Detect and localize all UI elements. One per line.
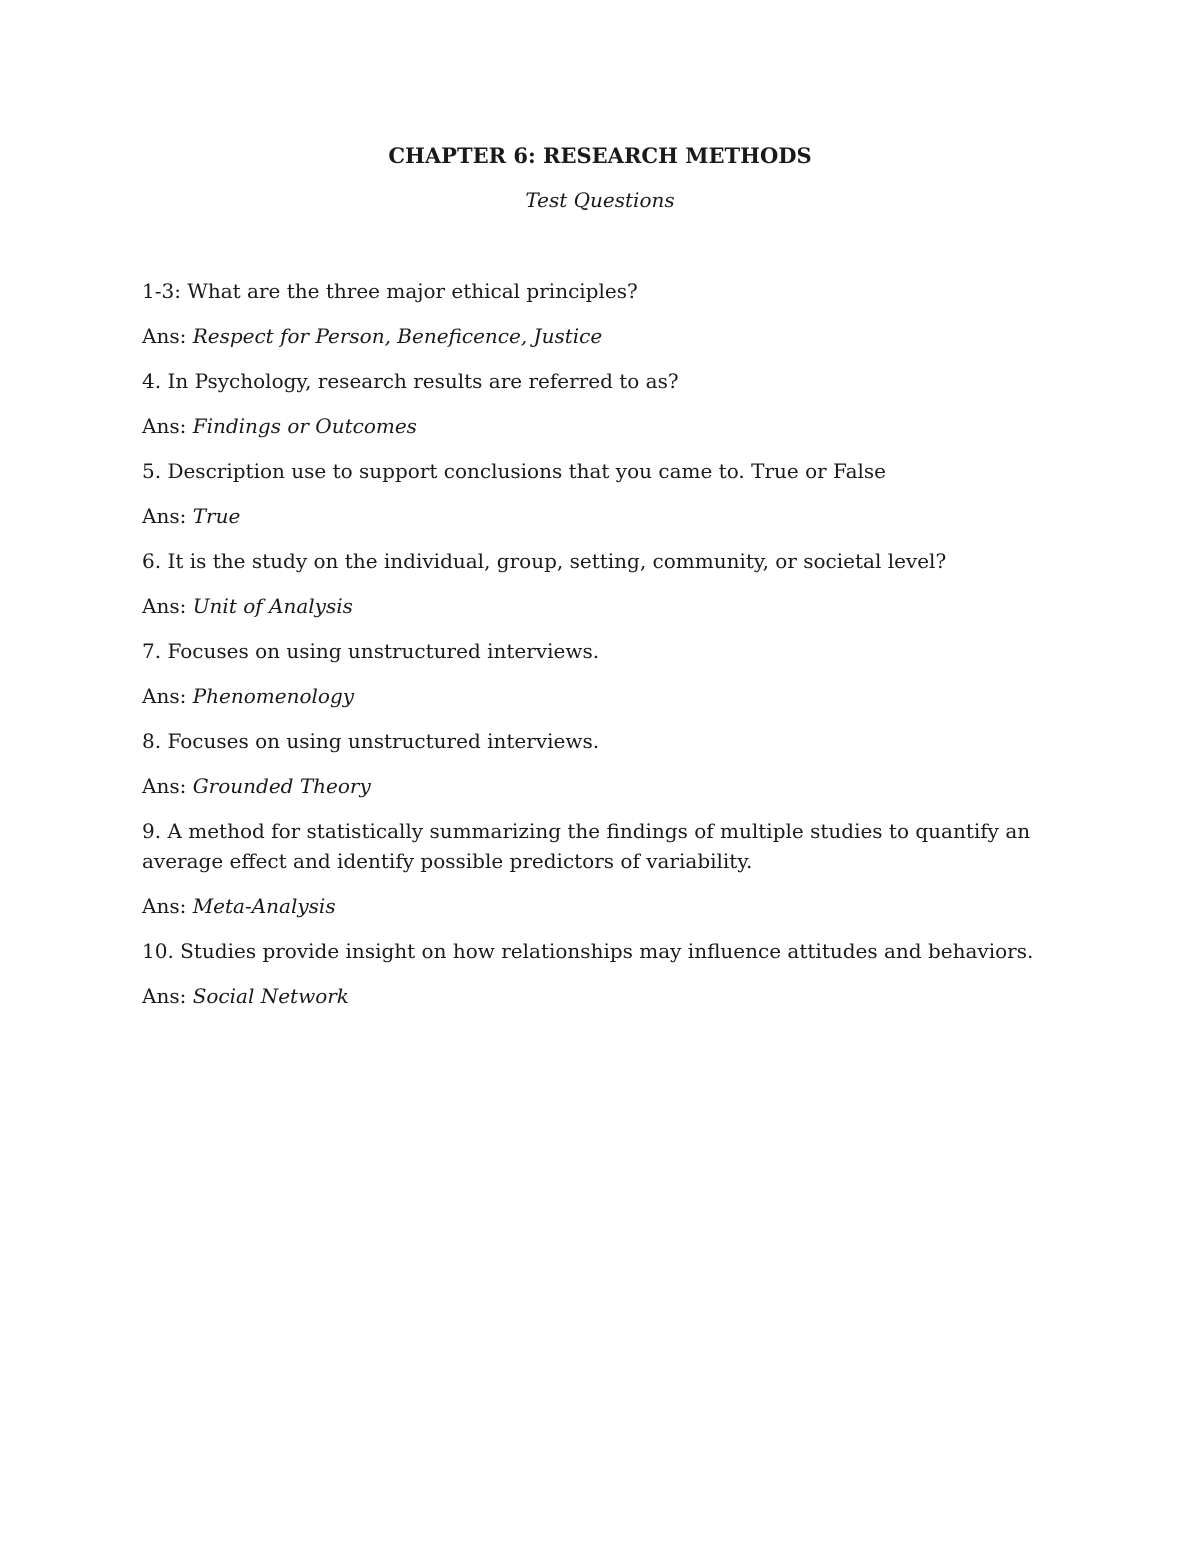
document-title: CHAPTER 6: RESEARCH METHODS: [388, 143, 812, 168]
question-text: 10. Studies provide insight on how relationships may influence attitudes and behaviors.: [142, 939, 1034, 963]
answer-line: [142, 591, 1042, 621]
question-text: 5. Description use to support conclusions that you came to. True or False: [142, 459, 886, 483]
question-answer-list: [142, 276, 1042, 1026]
answer-prefix: Ans:: [142, 894, 193, 918]
question-text: 4. In Psychology, research results are referred to as?: [142, 369, 679, 393]
qa-item-7: [142, 816, 1042, 921]
answer-text: Unit of Analysis: [192, 594, 353, 618]
answer-line: [142, 981, 1042, 1011]
answer-line: [142, 891, 1042, 921]
qa-item-5: [142, 636, 1042, 711]
answer-text: Meta-Analysis: [192, 894, 336, 918]
answer-prefix: Ans:: [142, 414, 193, 438]
answer-prefix: Ans:: [142, 324, 193, 348]
question-text: 7. Focuses on using unstructured interviews.: [142, 639, 600, 663]
qa-item-8: [142, 936, 1042, 1011]
answer-text: True: [192, 504, 241, 528]
answer-prefix: Ans:: [142, 984, 193, 1008]
question-text: 1-3: What are the three major ethical principles?: [142, 279, 638, 303]
answer-text: Respect for Person, Beneficence, Justice: [192, 324, 603, 348]
answer-line: [142, 771, 1042, 801]
question-text: 9. A method for statistically summarizing the findings of multiple studies to quantify an average effect and identify possible predictors of variability.: [142, 819, 1031, 873]
document-subtitle: Test Questions: [525, 188, 675, 212]
answer-line: [142, 321, 1042, 351]
answer-text: Findings or Outcomes: [192, 414, 417, 438]
document-header: [0, 140, 1200, 216]
answer-line: [142, 411, 1042, 441]
answer-prefix: Ans:: [142, 684, 193, 708]
qa-item-6: [142, 726, 1042, 801]
question-text: 8. Focuses on using unstructured interviews.: [142, 729, 600, 753]
answer-prefix: Ans:: [142, 594, 193, 618]
answer-line: [142, 501, 1042, 531]
answer-text: Social Network: [192, 984, 349, 1008]
answer-line: [142, 681, 1042, 711]
answer-text: Phenomenology: [192, 684, 355, 708]
answer-text: Grounded Theory: [192, 774, 371, 798]
qa-item-4: [142, 546, 1042, 621]
answer-prefix: Ans:: [142, 774, 193, 798]
qa-item-3: [142, 456, 1042, 531]
qa-item-1: [142, 276, 1042, 351]
qa-item-2: [142, 366, 1042, 441]
answer-prefix: Ans:: [142, 504, 193, 528]
question-text: 6. It is the study on the individual, group, setting, community, or societal level?: [142, 549, 947, 573]
